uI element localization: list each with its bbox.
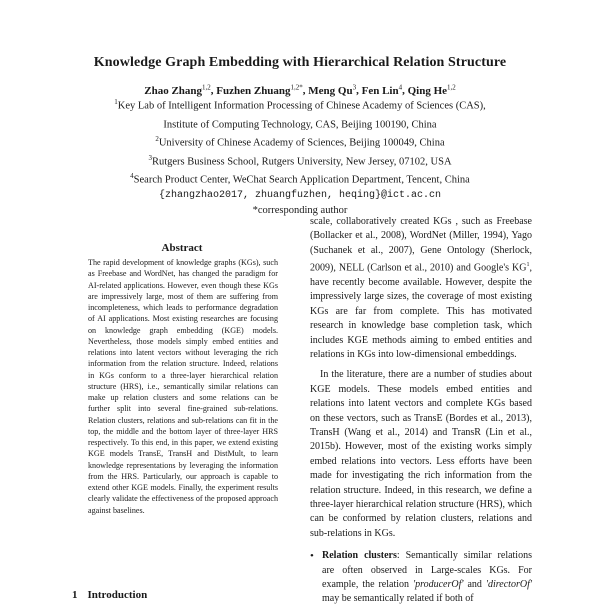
bullet-item: • Relation clusters: Semantically similar relations are often observed in Large-scales KGs. For example, the relation 'producerOf' and 'directorOf' may be semantically related if both of bbox=[310, 549, 532, 607]
affiliations bbox=[0, 95, 600, 218]
bullet-label: Relation clusters bbox=[322, 550, 397, 562]
paragraph: scale, collaboratively created KGs , such as Freebase (Bollacker et al., 2008), WordNet (Miller, 1994), Yago (Suchanek et al., 2007), Gene Ontology (Sherlock, 2009), NELL (Carlson et al., 2010) and Google's $KG^1$, have recently become available. However, despite the impressively large sizes, the coverage of most existing KGs are far from complete. This has motivated research in knowledge base completion task, which includes KGE methods aiming to embed entities and relations in KGs into low-dimensional embeddings. bbox=[310, 216, 532, 360]
author: Meng Qu$^3$ bbox=[308, 83, 357, 97]
author-list: Zhao Zhang$^{1,2}$, Fuzhen Zhuang$^{1,2*}$, Meng Qu$^3$, Fen Lin$^4$, Qing He$^{1,2}$ bbox=[144, 83, 456, 97]
author: Fen Lin$^4$ bbox=[361, 83, 403, 97]
author: Zhao Zhang$^{1,2}$ bbox=[144, 83, 211, 97]
section-heading bbox=[72, 589, 157, 601]
affiliation-line: $^4$Search Product Center, WeChat Search Application Department, Tencent, China bbox=[130, 172, 470, 186]
affiliation-line: Institute of Computing Technology, CAS, Beijing 100190, China bbox=[163, 119, 437, 130]
affiliation-line: $^3$Rutgers Business School, Rutgers University, New Jersey, 07102, USA bbox=[148, 153, 452, 167]
paper-title: Knowledge Graph Embedding with Hierarchical Relation Structure bbox=[93, 55, 507, 70]
section-title: Introduction bbox=[87, 589, 148, 601]
paragraph: In the literature, there are a number of studies about KGE models. These models embed entities and relations into latent vectors and complete KGs based on these vectors, such as TransE (Bordes et al., 2013), TransH (Wang et al., 2014) and TransR (Lin et al., 2015b). However, most of the existing works simply embed relations into vectors. Less efforts have been made for investigating the rich information from the relation structure. Indeed, in this research, we define a three-layer hierarchical relation structure (HRS), which can be conformed by relation clusters, relations and sub-relations in KGs. bbox=[310, 369, 532, 539]
email-address: {zhangzhao2017, zhuangfuzhen, heqing}@ict.ac.cn bbox=[158, 189, 442, 201]
affiliation-line: $^1$Key Lab of Intelligent Information Processing of Chinese Academy of Sciences (CAS), bbox=[114, 98, 486, 112]
affiliation-line: $^2$University of Chinese Academy of Sciences, Beijing 100049, China bbox=[155, 135, 445, 149]
section-number: 1 bbox=[72, 589, 78, 601]
author: Qing He$^{1,2}$ bbox=[407, 83, 456, 97]
right-column bbox=[310, 215, 532, 607]
footnote-marker: 1 bbox=[526, 262, 530, 269]
author: Fuzhen Zhuang$^{1,2*}$ bbox=[216, 83, 303, 97]
abstract-body: The rapid development of knowledge graphs (KGs), such as Freebase and WordNet, has changed the paradigm for AI-related applications. However, even though these KGs are impressively large, most of them are suffering from incompleteness, which leads to performance degradation of AI applications. Most existing researches are focusing on knowledge graph embedding (KGE) models. Nevertheless, those models simply embed entities and relations into latent vectors without leveraging the rich information from the relation structure. Indeed, relations in KGs conform to a three-layer hierarchical relation structure (HRS), i.e., semantically similar relations can make up relation clusters and some relations can be further split into several fine-grained sub-relations. Relation clusters, relations and sub-relations can fit in the top, the middle and the bottom layer of three-layer HRS respectively. To this end, in this paper, we extend existing KGE models TransE, TransH and DistMult, to learn knowledge representations by leveraging the information from the HRS. Particularly, our approach is capable to extend other KGE models. Finally, the experiment results clearly validate the effectiveness of the proposed approach against baselines. bbox=[88, 258, 278, 515]
abstract-heading: Abstract bbox=[161, 242, 203, 254]
corresponding-note: *corresponding author bbox=[252, 204, 348, 216]
